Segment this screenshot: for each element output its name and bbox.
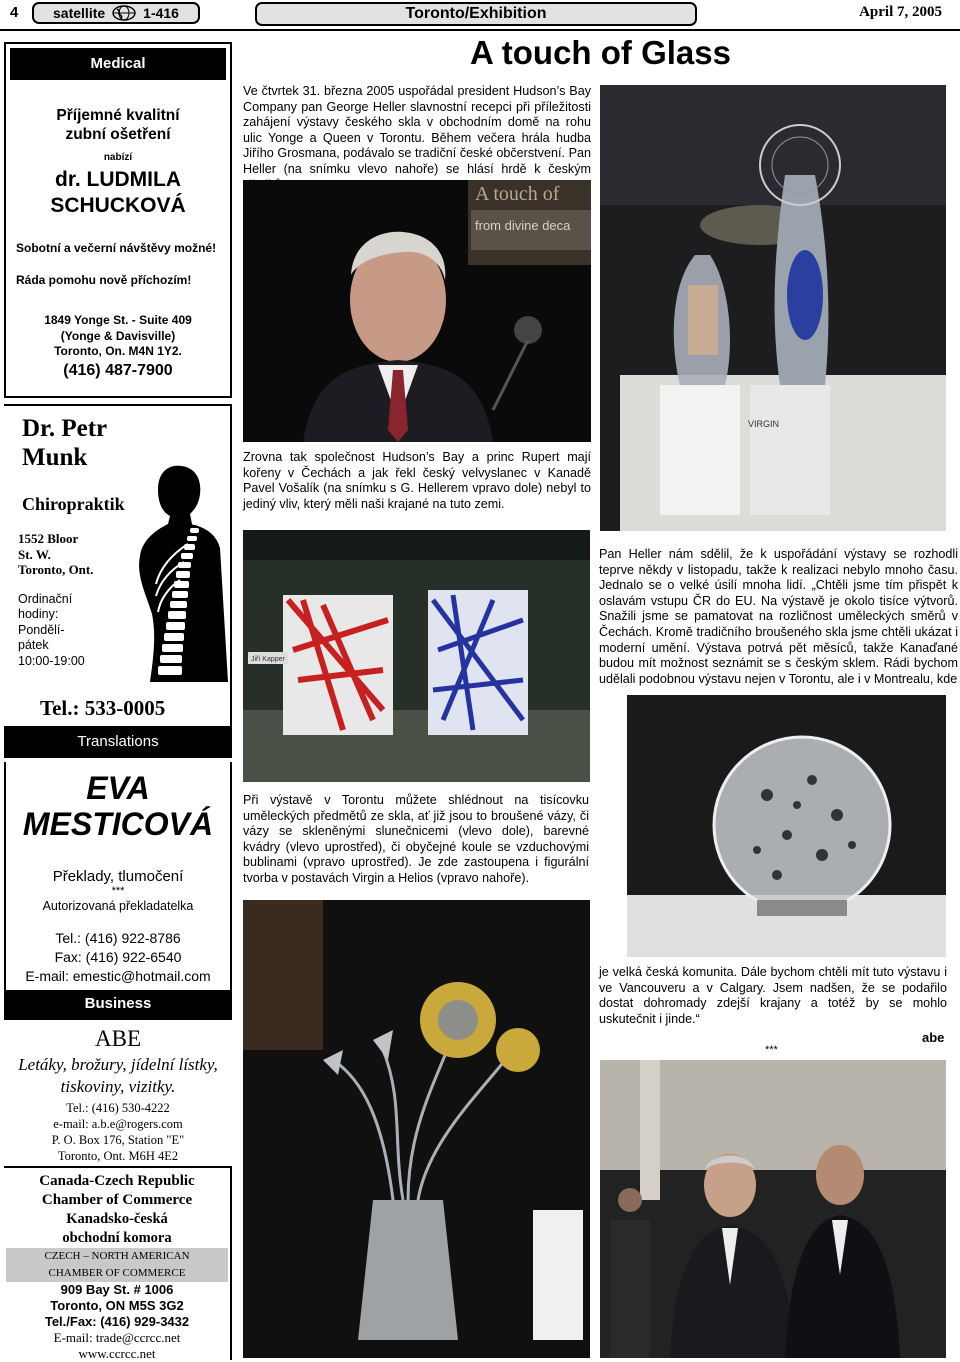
publication-code: 1-416: [143, 5, 179, 21]
issue-date: April 7, 2005: [859, 4, 942, 20]
chamber-line4: obchodní komora: [62, 1230, 172, 1246]
publication-badge: [32, 2, 200, 24]
translations-ad: [4, 762, 232, 998]
chamber-ad: [4, 1166, 232, 1360]
business-heading: Business: [4, 990, 232, 1020]
translations-heading: Translations: [4, 726, 232, 758]
chamber-address-line2: Toronto, ON M5S 3G2: [50, 1298, 184, 1313]
label-kapper: Jiří Kapper: [251, 656, 285, 663]
chamber-line1: Canada-Czech Republic: [39, 1173, 195, 1189]
chamber-line5: CZECH – NORTH AMERICAN: [44, 1250, 190, 1262]
translations-fax: Fax: (416) 922-6540: [54, 949, 182, 965]
photo-sunflower-vase: [243, 900, 590, 1358]
chiro-address-line1: 1552 Bloor: [18, 531, 79, 546]
chiro-name1: Dr. Petr: [22, 415, 108, 442]
chamber-address-line1: 909 Bay St. # 1006: [60, 1282, 174, 1297]
business-pobox: P. O. Box 176, Station "E": [51, 1133, 185, 1147]
chamber-telfax: Tel./Fax: (416) 929-3432: [44, 1314, 190, 1329]
medical-phone: (416) 487-7900: [63, 361, 173, 379]
article-title: A touch of Glass: [470, 34, 731, 71]
chamber-web[interactable]: www.ccrcc.net: [78, 1346, 156, 1361]
chamber-line3: Kanadsko-česká: [66, 1211, 168, 1227]
banner-text-2: from divine deca: [475, 218, 571, 233]
spine-silhouette-icon: [132, 464, 230, 682]
business-desc-line1: Letáky, brožury, jídelní lístky,: [18, 1055, 218, 1074]
medical-offers: nabízí: [103, 152, 133, 163]
chiro-hours-line2: hodiny:: [18, 607, 59, 621]
article-paragraph-3: Pan Heller nám sdělil, že k uspořádání výstavy se rozhodli teprve někdy v listopadu, takže k realizaci nebylo mnoho času. Jednalo se o velké úsilí mnoha lidí. „Chtěli jsme tím přispět k oslavám vstupu ČR do EU. Na výstavě je okolo tisíce výtvorů. Snažili jsme se pamatovat na rozličnost uměleckých směrů v Čechách. Kromě tradičního broušeného skla jsme chtěli ukázat i moderní umění. Výstava potrvá pět měsíců, takže Kanaďané budou mít možnost seznámit se s českým sklem. Rádi bychom udělali podobnou výstavu nejen v Torontu, ale i v Montrealu, kde: [599, 547, 958, 686]
medical-heading: Medical: [10, 48, 226, 80]
translations-role: Autorizovaná překladatelka: [42, 899, 194, 913]
medical-name1: dr. LUDMILA: [55, 168, 181, 191]
medical-name2: SCHUCKOVÁ: [50, 194, 186, 217]
article-author: abe: [922, 1030, 945, 1045]
medical-note1: Sobotní a večerní návštěvy možné!: [16, 241, 217, 255]
medical-ad: [4, 42, 232, 398]
section-title: Toronto/Exhibition: [255, 2, 697, 26]
business-tel: Tel.: (416) 530-4222: [66, 1101, 170, 1115]
translations-name1: EVA: [86, 770, 150, 806]
chiro-hours-line1: Ordinační: [18, 591, 73, 606]
medical-address-line2: (Yonge & Davisville): [60, 328, 176, 343]
chamber-line6: CHAMBER OF COMMERCE: [48, 1267, 186, 1279]
article-paragraph-5: je velká česká komunita. Dále bychom chtěli mít tuto výstavu i ve Vancouveru a v Calgary. Jsem nadšen, že se podařilo dostat dohromady zdejší krajany a totéž by se mohlo uskutečnit i jinde.“: [599, 965, 947, 1026]
chamber-email[interactable]: E-mail: trade@ccrcc.net: [53, 1330, 181, 1345]
chiro-hours-line3: Pondělí-: [18, 622, 65, 637]
translations-service: Překlady, tlumočení: [52, 868, 184, 885]
chiro-name2: Munk: [22, 444, 88, 471]
photo-glass-blocks: [243, 530, 590, 782]
chiro-title: Chiropraktik: [22, 494, 125, 514]
chiro-address-line2: St. W.: [18, 546, 51, 562]
chiro-hours-line5: 10:00-19:00: [18, 653, 85, 668]
business-name: ABE: [95, 1026, 141, 1051]
photo-heller-ambassador: [600, 1060, 946, 1358]
chiro-ad: [4, 404, 232, 726]
photo-glass-sphere: [627, 695, 946, 957]
medical-address-line3: Toronto, On. M4N 1Y2.: [54, 344, 182, 358]
photo-glass-figures: [600, 85, 946, 531]
label-virgin: VIRGIN: [748, 419, 780, 429]
business-email[interactable]: e-mail: a.b.e@rogers.com: [53, 1117, 183, 1131]
article-end-stars: ***: [765, 1044, 778, 1056]
globe-icon: [111, 5, 137, 21]
medical-line1: Příjemné kvalitní: [56, 107, 180, 124]
translations-name2: MESTICOVÁ: [22, 806, 214, 842]
article-paragraph-1: Ve čtvrtek 31. března 2005 uspořádal president Hudson’s Bay Company pan George Heller slavnostní recepci při příležitosti zahájení výstavy českého skla v obchodním domě na rohu ulic Yonge a Queen v Torontu. Během večera hrála hudba Jiřího Grosmana, podávalo se tradiční české občerstvení. Pan Heller (na snímku vlevo nahoře) se hlásí hrdě k českým: [243, 84, 591, 176]
chiro-hours-line4: pátek: [18, 638, 49, 652]
header-divider: [0, 29, 960, 31]
business-desc-line2: tiskoviny, vizitky.: [60, 1077, 176, 1096]
chiro-phone: Tel.: 533-0005: [40, 696, 166, 720]
medical-note2: Ráda pomohu nově příchozím!: [16, 273, 192, 287]
chamber-line2: Chamber of Commerce: [41, 1192, 193, 1208]
medical-address-line1: 1849 Yonge St. - Suite 409: [44, 313, 192, 327]
banner-text-1: A touch of: [475, 183, 560, 205]
article-paragraph-2: Zrovna tak společnost Hudson’s Bay a princ Rupert mají kořeny v Čechách a jak řekl český velvyslanec v Kanadě Pavel Vošalík (na snímku s G. Hellerem vpravo dole) nebyl to jediný vliv, který měli naši krajané na tuto zemi.: [243, 450, 591, 511]
medical-line2: zubní ošetření: [65, 126, 171, 143]
business-ad: [4, 1022, 232, 1166]
article-paragraph-4: Při výstavě v Torontu můžete shlédnout na tisícovku uměleckých předmětů ze skla, ať již jsou to broušené vázy, či vázy se skleněnými slunečnicemi (vlevo dole), barevné kvádry (vlevo uprostřed), či obyčejné koule se vzduchovými bublinami (vpravo uprostřed). Je zde zastoupena i figurální tvorba v postavách Virgin a Helios (vpravo nahoře).: [243, 793, 589, 885]
translations-email[interactable]: E-mail: emestic@hotmail.com: [25, 968, 211, 984]
chiro-address-line3: Toronto, Ont.: [18, 562, 94, 577]
photo-speaker: [243, 180, 591, 442]
translations-stars: ***: [111, 885, 125, 897]
translations-tel: Tel.: (416) 922-8786: [55, 930, 181, 946]
business-city: Toronto, Ont. M6H 4E2: [57, 1149, 179, 1163]
publication-name: satellite: [53, 5, 106, 21]
page-number: 4: [10, 4, 19, 21]
